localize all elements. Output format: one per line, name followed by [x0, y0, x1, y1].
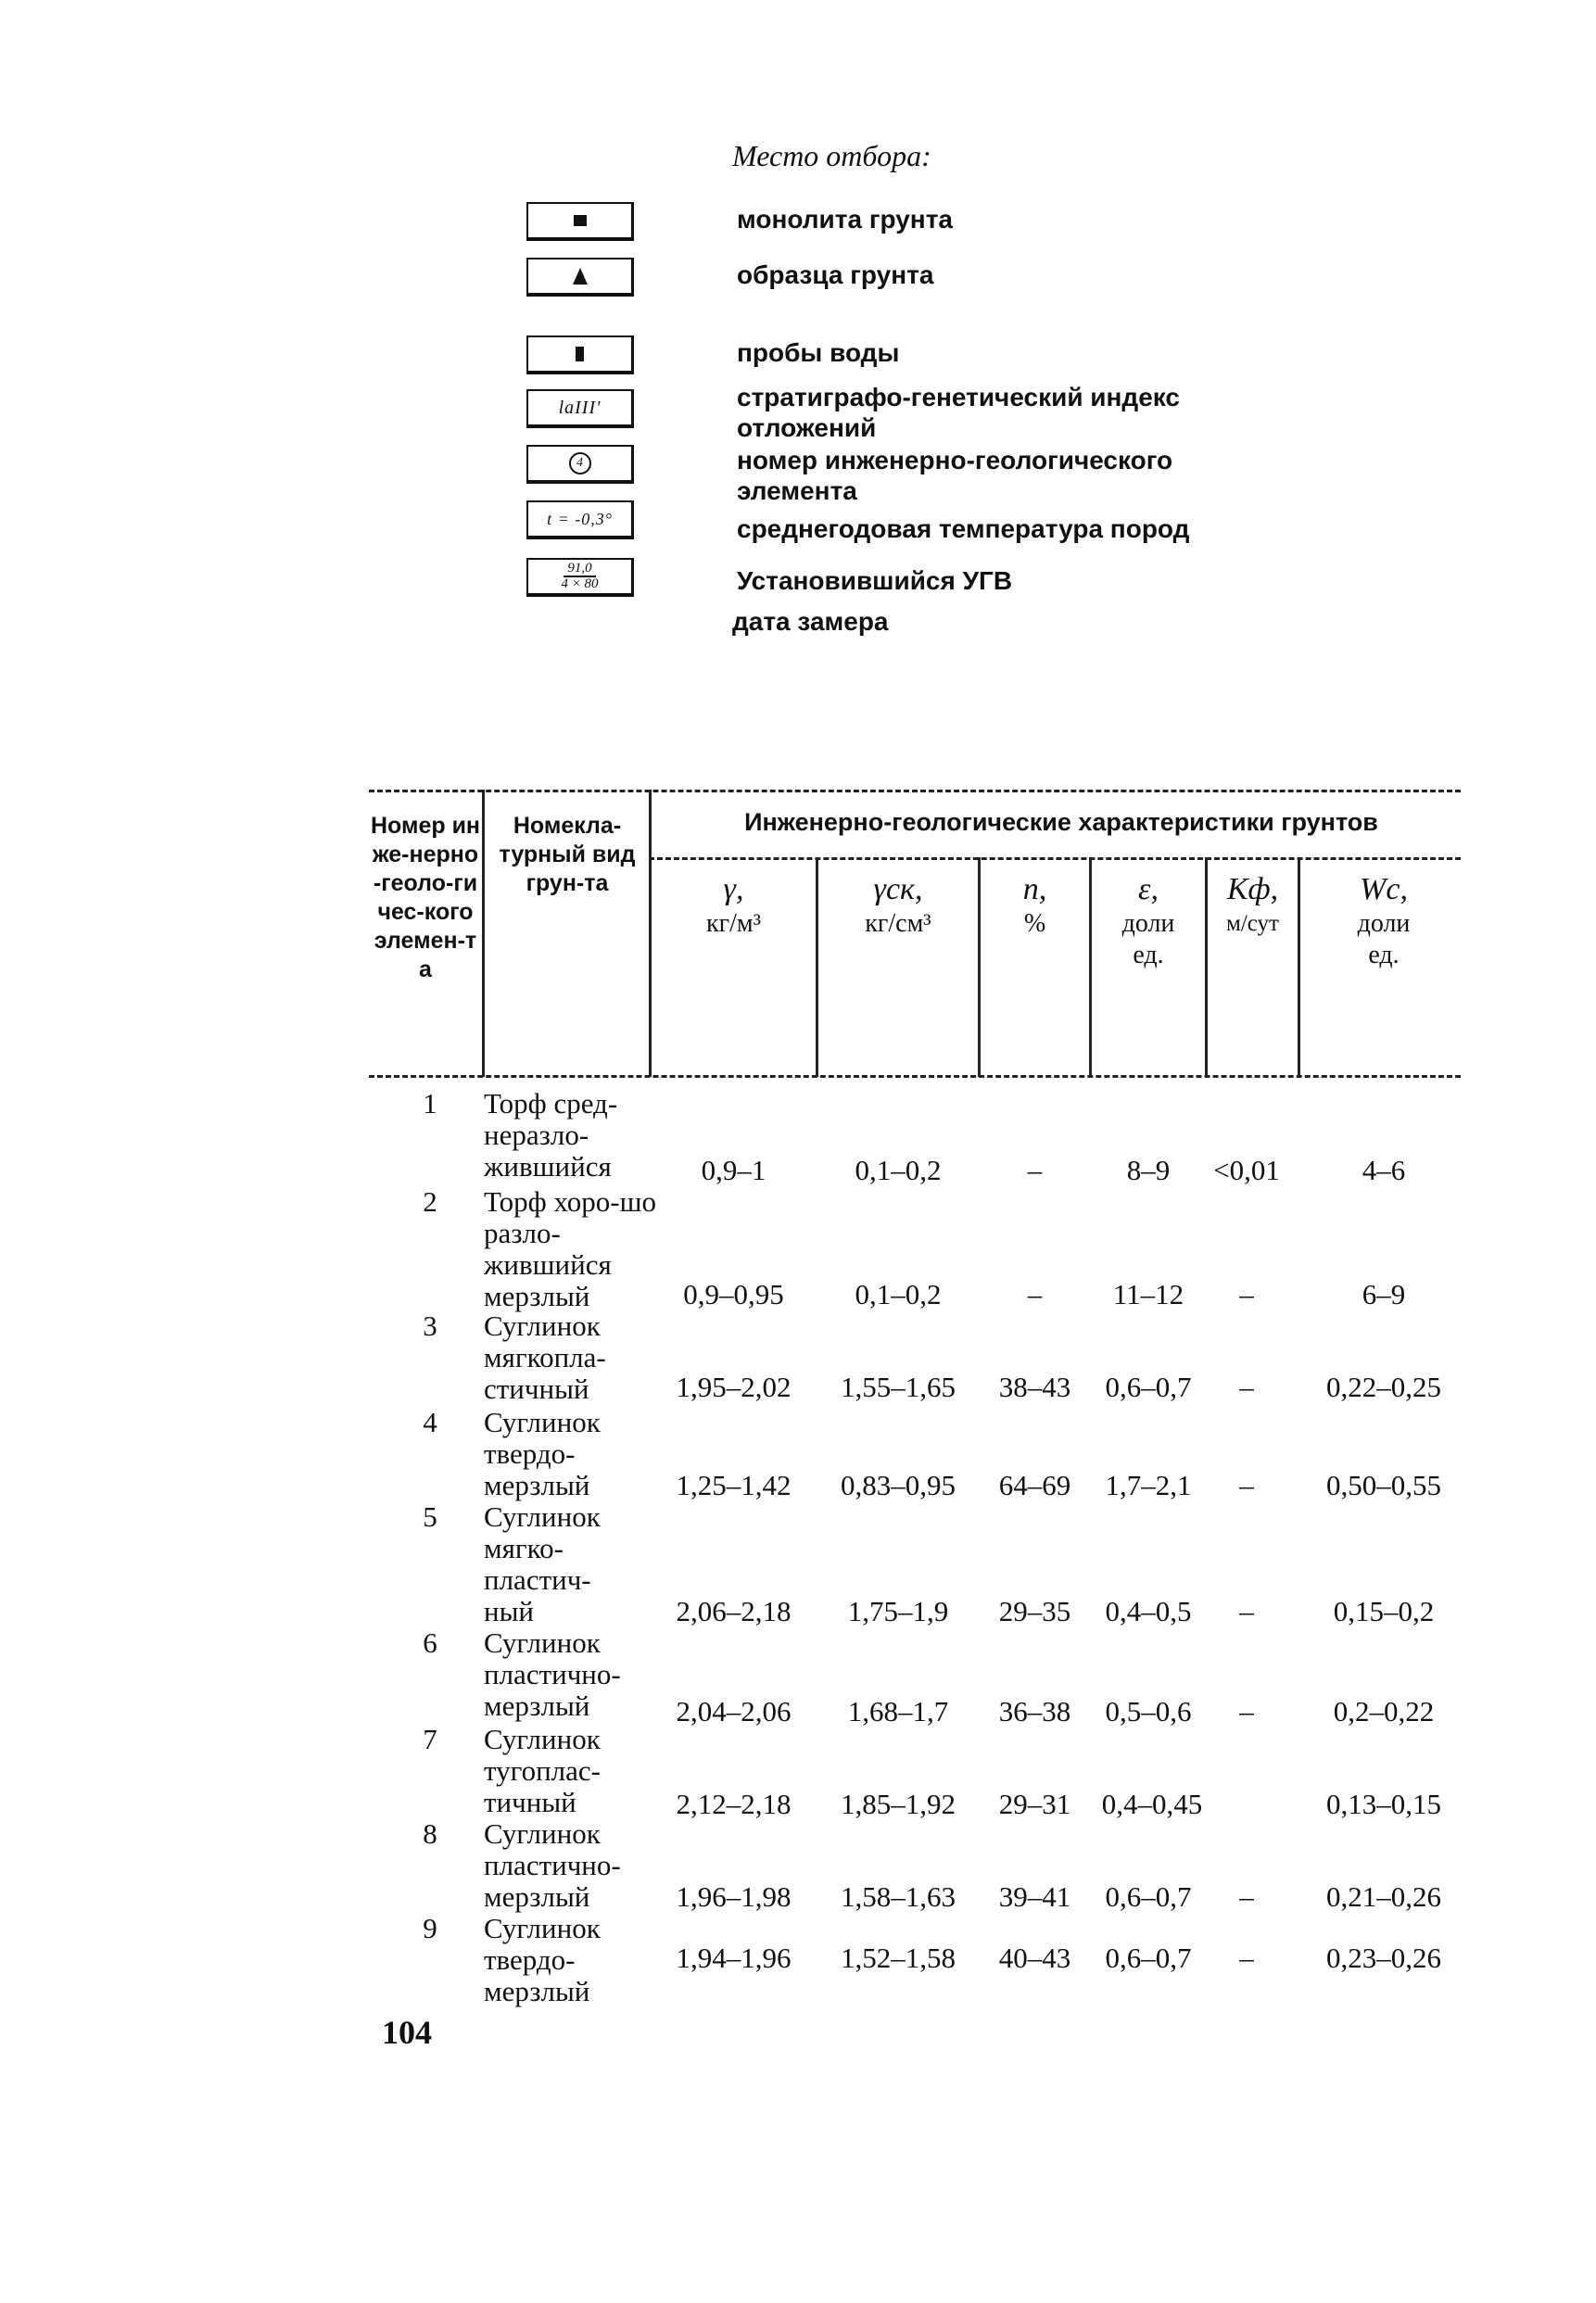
- row-2-moisture: 6–9: [1362, 1278, 1406, 1310]
- subheader-porosity: [981, 871, 1089, 940]
- row-5-density: 2,06–2,18: [676, 1595, 792, 1627]
- header-element-number: Номер инже-нерно-геоло-гичес-кого элемен-та: [370, 813, 481, 982]
- row-2-porosity: –: [1027, 1278, 1043, 1310]
- row-6-moisture: 0,2–0,22: [1333, 1695, 1435, 1727]
- row-4-density: 1,25–1,42: [676, 1469, 792, 1501]
- row-9-void-ratio: 0,6–0,7: [1105, 1942, 1192, 1974]
- index-text-icon-label: laIII': [558, 397, 602, 418]
- row-2-dry-density: 0,1–0,2: [855, 1278, 942, 1310]
- row-7-void-ratio: 0,4–0,45: [1101, 1788, 1203, 1820]
- subheader-density: [652, 871, 816, 940]
- circled-number-icon-label: 4: [569, 452, 591, 475]
- symbol-gamma-sk: γск,: [873, 872, 923, 906]
- row-9-porosity: 40–43: [998, 1942, 1071, 1974]
- row-2-density: 0,9–0,95: [683, 1278, 784, 1310]
- row-7-name: Суглинок тугоплас-тичный: [484, 1723, 601, 1818]
- row-2-void-ratio: 11–12: [1112, 1278, 1184, 1310]
- row-2-name: Торф хоро-шо разло-жившийся мерзлый: [484, 1185, 656, 1312]
- symbol-epsilon: ε,: [1138, 872, 1159, 906]
- row-4-filtration: –: [1239, 1469, 1254, 1501]
- row-3-density: 1,95–2,02: [676, 1371, 792, 1403]
- row-9-filtration: –: [1239, 1942, 1254, 1974]
- legend-item-water-sample: пробы воды: [737, 338, 900, 367]
- index-text-icon: [526, 389, 634, 428]
- header-characteristics: Инженерно-геологические характеристики грунтов: [744, 808, 1378, 836]
- unit-m-per-day: м/сут: [1226, 911, 1279, 936]
- water-level-date: 4 × 80: [561, 576, 599, 591]
- row-6-dry-density: 1,68–1,7: [847, 1695, 949, 1727]
- table-divider: [482, 790, 485, 1077]
- row-1-moisture: 4–6: [1362, 1154, 1406, 1186]
- symbol-k-f: Kф,: [1226, 872, 1279, 906]
- row-5-number: 5: [423, 1500, 437, 1533]
- row-6-void-ratio: 0,5–0,6: [1105, 1695, 1192, 1727]
- row-4-moisture: 0,50–0,55: [1326, 1469, 1441, 1501]
- row-6-density: 2,04–2,06: [676, 1695, 792, 1727]
- symbol-w-c: Wc,: [1360, 872, 1408, 906]
- row-8-dry-density: 1,58–1,63: [841, 1880, 956, 1913]
- circled-number-icon: [526, 445, 634, 484]
- row-9-moisture: 0,23–0,26: [1326, 1942, 1441, 1974]
- row-7-density: 2,12–2,18: [676, 1788, 792, 1820]
- row-5-name: Суглинок мягко-пластич-ный: [484, 1500, 601, 1627]
- row-9-dry-density: 1,52–1,58: [841, 1942, 956, 1974]
- table-subheader-rule: [649, 857, 1461, 860]
- row-1-name: Торф сред-неразло-жившийся: [484, 1087, 618, 1183]
- row-4-void-ratio: 1,7–2,1: [1105, 1469, 1192, 1501]
- row-3-porosity: 38–43: [998, 1371, 1071, 1403]
- legend-item-element-number: номер инженерно-геологического элемента: [737, 446, 1173, 505]
- row-5-dry-density: 1,75–1,9: [847, 1595, 949, 1627]
- unit-percent: %: [1023, 909, 1046, 938]
- temperature-text-icon-label: t = -0,3°: [547, 509, 613, 528]
- row-5-moisture: 0,15–0,2: [1333, 1595, 1435, 1627]
- subheader-filtration: [1208, 871, 1298, 940]
- unit-fraction: доли ед.: [1121, 909, 1175, 969]
- legend-item-water-level: Установившийся УГВ: [737, 566, 1013, 595]
- page-number: 104: [382, 2014, 432, 2051]
- row-9-number: 9: [423, 1912, 437, 1944]
- temperature-text-icon: [526, 500, 634, 539]
- row-2-filtration: –: [1239, 1278, 1254, 1310]
- row-6-porosity: 36–38: [998, 1695, 1071, 1727]
- row-8-porosity: 39–41: [998, 1880, 1071, 1913]
- row-3-moisture: 0,22–0,25: [1326, 1371, 1441, 1403]
- row-3-dry-density: 1,55–1,65: [841, 1371, 956, 1403]
- row-5-porosity: 29–35: [998, 1595, 1071, 1627]
- row-1-density: 0,9–1: [701, 1154, 766, 1186]
- row-6-name: Суглинок пластично-мерзлый: [484, 1626, 621, 1722]
- row-6-number: 6: [423, 1626, 437, 1659]
- row-8-density: 1,96–1,98: [676, 1880, 792, 1913]
- row-8-void-ratio: 0,6–0,7: [1105, 1880, 1192, 1913]
- row-2-number: 2: [423, 1185, 437, 1218]
- row-8-number: 8: [423, 1817, 437, 1850]
- row-1-dry-density: 0,1–0,2: [855, 1154, 942, 1186]
- row-7-dry-density: 1,85–1,92: [841, 1788, 956, 1820]
- row-3-void-ratio: 0,6–0,7: [1105, 1371, 1192, 1403]
- row-1-number: 1: [423, 1087, 437, 1120]
- legend-title: Место отбора:: [732, 139, 931, 172]
- row-3-number: 3: [423, 1310, 437, 1342]
- row-8-filtration: –: [1239, 1880, 1254, 1913]
- row-5-filtration: –: [1239, 1595, 1254, 1627]
- row-9-density: 1,94–1,96: [676, 1942, 792, 1974]
- row-4-porosity: 64–69: [998, 1469, 1071, 1501]
- row-8-name: Суглинок пластично-мерзлый: [484, 1817, 621, 1913]
- row-6-filtration: –: [1239, 1695, 1254, 1727]
- unit-dry-density: кг/см³: [865, 909, 931, 938]
- row-3-name: Суглинок мягкопла-стичный: [484, 1310, 606, 1405]
- row-4-number: 4: [423, 1406, 437, 1438]
- water-level-fraction-icon: [526, 558, 634, 597]
- row-1-void-ratio: 8–9: [1126, 1154, 1171, 1186]
- filled-square-icon: [526, 202, 634, 241]
- table-top-rule: [369, 790, 1461, 792]
- legend-item-temperature: среднегодовая температура пород: [737, 514, 1190, 543]
- row-7-number: 7: [423, 1723, 437, 1755]
- subheader-moisture: [1300, 871, 1467, 971]
- symbol-n: n,: [1022, 872, 1047, 906]
- unit-density: кг/м³: [706, 909, 761, 938]
- subheader-void-ratio: [1092, 871, 1205, 971]
- filled-bar-icon: [526, 335, 634, 374]
- row-7-moisture: 0,13–0,15: [1326, 1788, 1441, 1820]
- header-soil-type: Номекла-турный вид грун-та: [499, 813, 636, 896]
- subheader-dry-density: [818, 871, 978, 940]
- filled-triangle-icon: [526, 258, 634, 297]
- legend-item-sample: образца грунта: [737, 260, 934, 289]
- row-1-filtration: <0,01: [1213, 1154, 1280, 1186]
- row-4-name: Суглинок твердо-мерзлый: [484, 1406, 601, 1501]
- water-level-value: 91,0: [564, 562, 595, 577]
- row-1-porosity: –: [1027, 1154, 1043, 1186]
- unit-fraction: доли ед.: [1357, 909, 1411, 969]
- row-3-filtration: –: [1239, 1371, 1254, 1403]
- row-5-void-ratio: 0,4–0,5: [1105, 1595, 1192, 1627]
- symbol-gamma: γ,: [723, 872, 744, 906]
- row-7-porosity: 29–31: [998, 1788, 1071, 1820]
- legend-item-strat-index: стратиграфо-генетический индекс отложений: [737, 383, 1180, 442]
- legend-item-monolith: монолита грунта: [737, 205, 953, 234]
- row-4-dry-density: 0,83–0,95: [841, 1469, 956, 1501]
- row-9-name: Суглинок твердо-мерзлый: [484, 1912, 601, 2007]
- legend-footer-date: дата замера: [732, 607, 889, 636]
- row-8-moisture: 0,21–0,26: [1326, 1880, 1441, 1913]
